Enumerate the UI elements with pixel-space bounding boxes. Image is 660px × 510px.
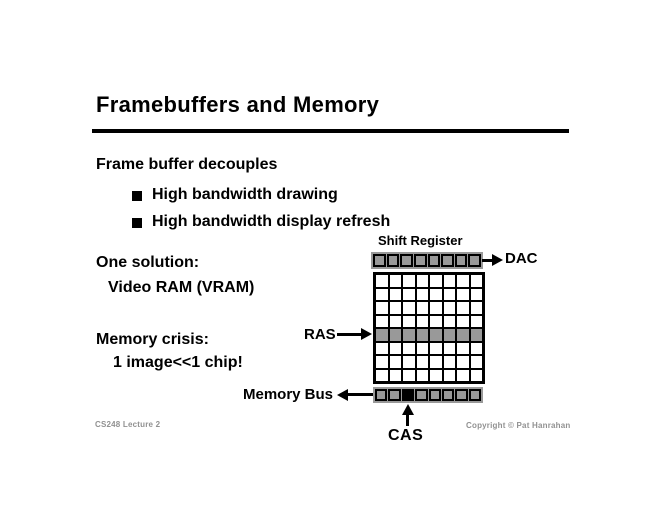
memory-grid-cell [429,315,443,329]
shift-register-cell [468,254,481,267]
bullet-square-icon [132,191,142,201]
memory-grid-cell [470,315,484,329]
solution-text: Video RAM (VRAM) [108,279,255,296]
memory-grid-cell [416,328,430,342]
memory-grid-cell [456,355,470,369]
title-divider [92,129,569,133]
cas-label: CAS [388,427,424,444]
memory-grid-cell [402,288,416,302]
memory-grid-cell [443,274,457,288]
memory-grid-cell [416,355,430,369]
ras-arrow-line [337,333,363,336]
memory-grid-cell [402,369,416,383]
memory-bus-cell [469,389,481,401]
memory-grid-cell [470,369,484,383]
memory-grid-cell [375,328,389,342]
memory-bus-arrow-line [347,393,374,396]
section-heading-framebuffer: Frame buffer decouples [96,156,278,173]
memory-grid-cell [375,315,389,329]
bullet-item-refresh: High bandwidth display refresh [152,213,391,230]
memory-grid-cell [443,355,457,369]
memory-grid-cell [470,274,484,288]
ras-label: RAS [304,326,336,343]
memory-grid-cell [443,369,457,383]
memory-grid [373,272,485,384]
shift-register-cell [428,254,441,267]
crisis-heading: Memory crisis: [96,331,209,348]
memory-grid-cell [402,315,416,329]
memory-grid-cell [429,274,443,288]
memory-grid-cell [456,328,470,342]
memory-grid-cell [456,369,470,383]
memory-grid-cell [375,369,389,383]
memory-grid-cell [375,355,389,369]
memory-grid-cell [375,288,389,302]
memory-grid-cell [389,328,403,342]
memory-grid-cell [456,315,470,329]
memory-grid-cell [375,274,389,288]
memory-grid-cell [389,315,403,329]
memory-grid-cell [443,315,457,329]
shift-register-label: Shift Register [378,233,463,248]
memory-bus-cell [415,389,427,401]
memory-grid-cell [402,301,416,315]
memory-bus-cell [455,389,467,401]
footer-course-label: CS248 Lecture 2 [95,420,161,429]
bullet-square-icon [132,218,142,228]
memory-grid-cell [402,355,416,369]
memory-grid-cell [429,369,443,383]
memory-grid-cell [416,274,430,288]
dac-label: DAC [505,250,538,267]
memory-grid-cell [443,328,457,342]
dac-arrow-icon [492,254,503,266]
memory-bus-label: Memory Bus [243,386,334,403]
ras-arrow-icon [361,328,372,340]
memory-grid-cell [375,342,389,356]
shift-register-cell [441,254,454,267]
memory-grid-cell [389,288,403,302]
memory-grid-cell [456,301,470,315]
memory-grid-cell [389,274,403,288]
memory-grid-cell [470,328,484,342]
memory-grid-cell [402,274,416,288]
footer-copyright: Copyright © Pat Hanrahan [466,421,571,430]
cas-arrow-line [406,413,409,426]
memory-grid-cell [470,342,484,356]
crisis-text: 1 image<<1 chip! [113,354,243,371]
memory-grid-cell [456,342,470,356]
memory-grid-cell [416,301,430,315]
memory-grid-cell [470,355,484,369]
memory-grid-cell [389,369,403,383]
shift-register-bar [371,252,483,269]
shift-register-cell [400,254,413,267]
memory-grid-cell [429,328,443,342]
shift-register-cell [387,254,400,267]
memory-grid-cell [416,342,430,356]
memory-bus-cell [429,389,441,401]
memory-grid-cell [443,342,457,356]
memory-grid-cell [456,274,470,288]
memory-grid-cell [429,301,443,315]
memory-grid-cell [443,301,457,315]
memory-grid-cell [429,288,443,302]
memory-bus-cell [442,389,454,401]
memory-grid-cell [429,355,443,369]
memory-grid-cell [470,288,484,302]
memory-grid-cell [389,342,403,356]
shift-register-cell [373,254,386,267]
memory-grid-cell [456,288,470,302]
memory-grid-cell [375,301,389,315]
bullet-item-drawing: High bandwidth drawing [152,186,338,203]
memory-grid-cell [402,342,416,356]
memory-grid-cell [416,315,430,329]
memory-bus-cell [402,389,414,401]
memory-bus-cell [388,389,400,401]
memory-grid-cell [443,288,457,302]
memory-grid-cell [416,288,430,302]
memory-grid-cell [429,342,443,356]
memory-grid-cell [389,355,403,369]
memory-grid-cell [470,301,484,315]
memory-grid-cell [389,301,403,315]
shift-register-cell [414,254,427,267]
page-title: Framebuffers and Memory [96,92,380,117]
memory-grid-cell [402,328,416,342]
solution-heading: One solution: [96,254,200,271]
memory-bus-cell [375,389,387,401]
shift-register-cell [455,254,468,267]
memory-grid-cell [416,369,430,383]
memory-bus-bar [373,387,483,403]
